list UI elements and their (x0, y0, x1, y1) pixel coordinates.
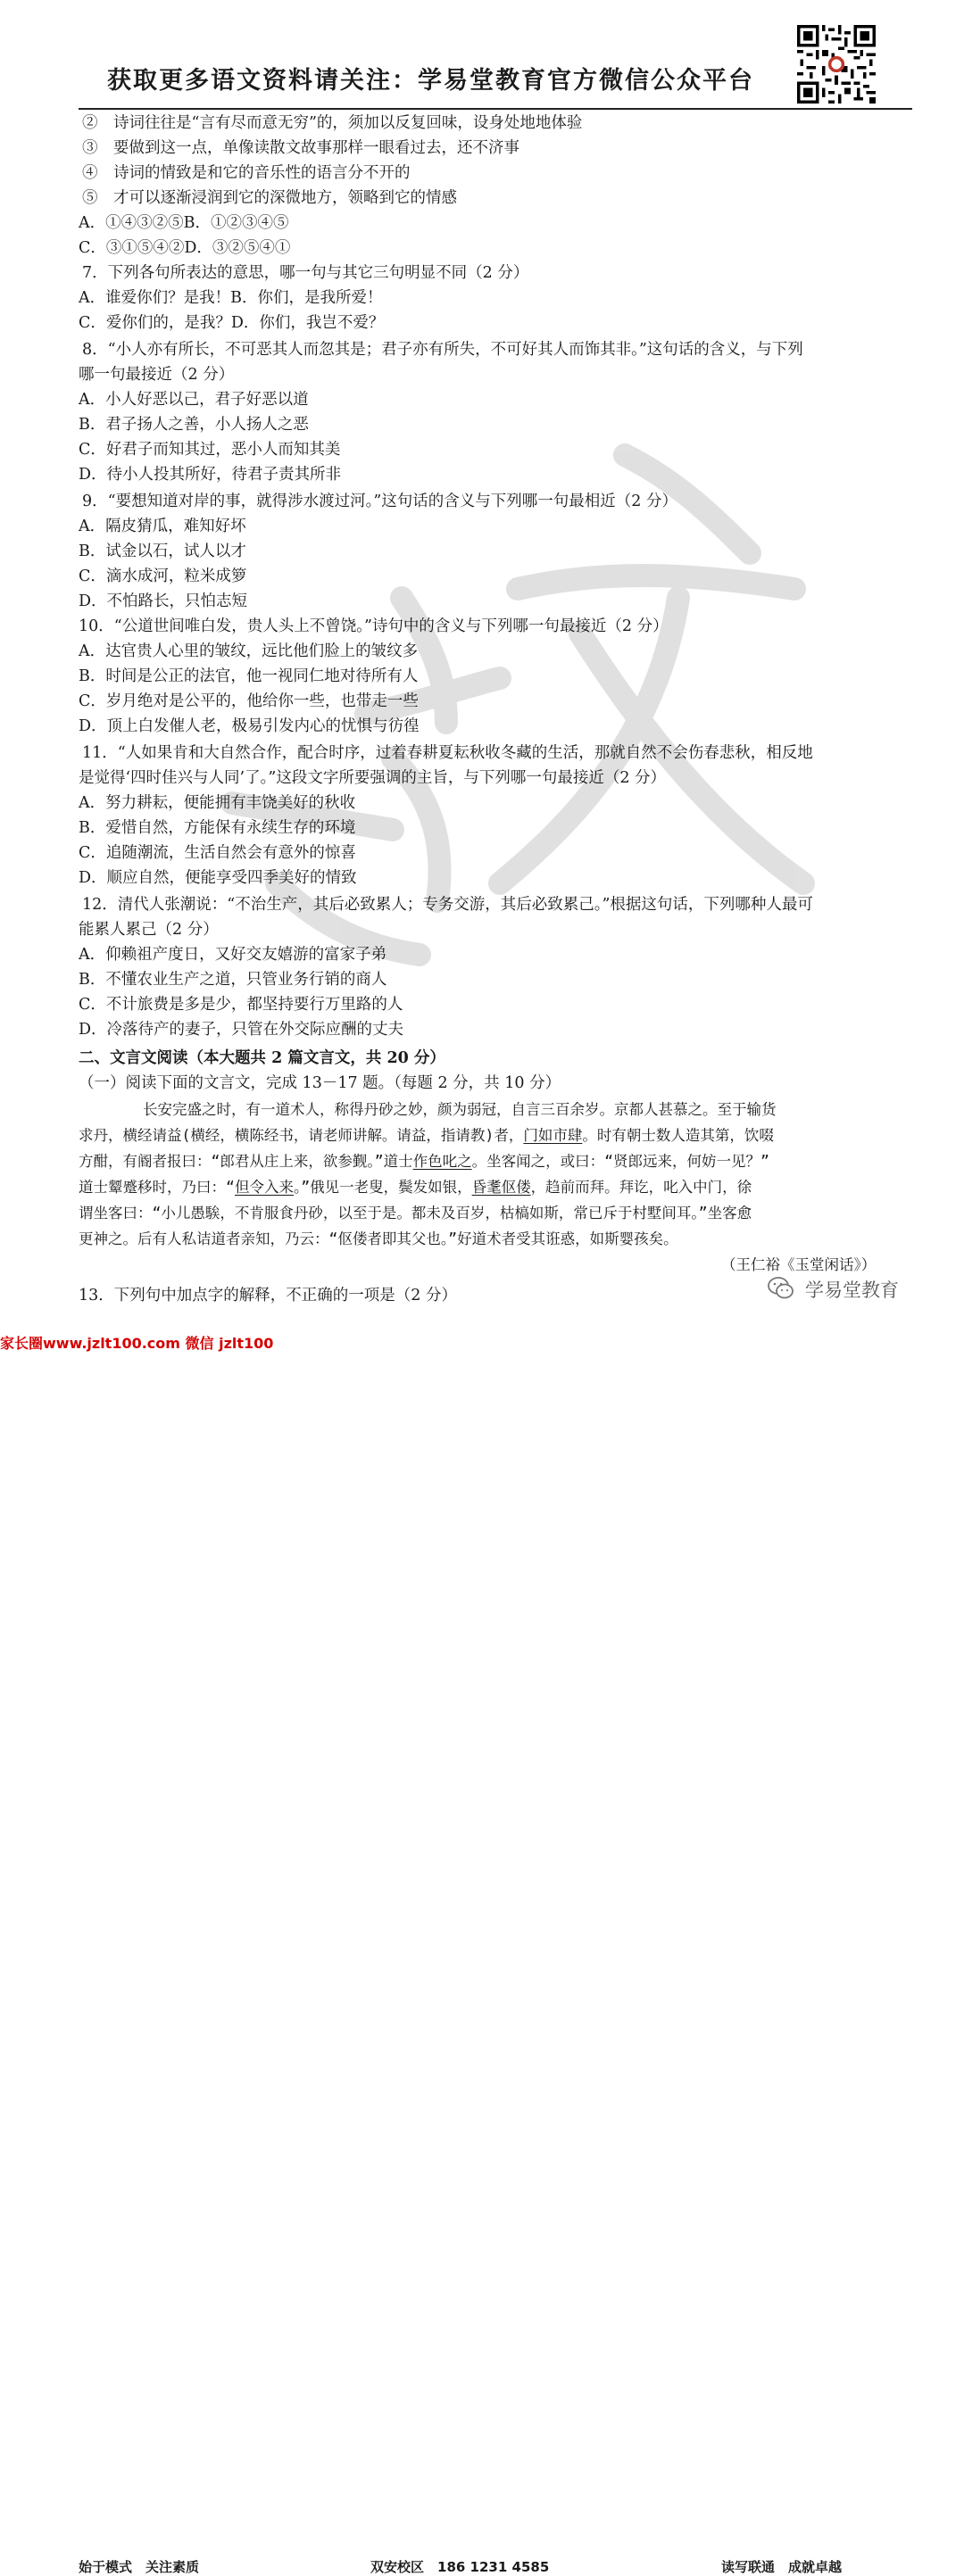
website-link[interactable]: 家长圈www.jzlt100.com 微信 jzlt100 (0, 1335, 274, 1352)
page-header (0, 0, 964, 111)
passage-line: 方酣，有阍者报曰：“郎君从庄上来，欲参觐。”道士作色叱之。坐客闻之，或曰：“贤郎远来，何妨一见？” (79, 1153, 769, 1170)
section-heading: 二、文言文阅读（本大题共 2 篇文言文，共 20 分） (79, 1049, 445, 1067)
header-title: 获取更多语文资料请关注：学易堂教育官方微信公众平台 (107, 67, 754, 95)
qr-code-icon (797, 25, 876, 104)
answer-choice: C．滴水成河，粒米成箩 (79, 567, 247, 585)
answer-choice: B．试金以石，试人以才 (79, 543, 246, 560)
question-8-cont: 哪一句最接近（2 分） (79, 366, 235, 384)
wechat-brand (768, 1274, 937, 1303)
passage-line: 求丹，横经请益(横经，横陈经书，请老师讲解。请益，指请教)者，门如市肆。时有朝士数人造其第，饮啜 (79, 1127, 774, 1144)
answer-choice: C．不计旅费是多是少，都坚持要行万里路的人 (79, 996, 403, 1014)
option-line: ⑤ 才可以逐渐浸润到它的深微地方，领略到它的情感 (82, 189, 457, 207)
question-13: 13．下列句中加点字的解释，不正确的一项是（2 分） (79, 1287, 457, 1305)
header-divider (79, 108, 912, 110)
passage-line: 更神之。后有人私诘道者亲知，乃云：“伛偻者即其父也。”好道术者受其诳惑，如斯婴孩矣。 (79, 1230, 678, 1247)
wechat-icon (768, 1276, 794, 1301)
answer-choice: A．仰赖祖产度日，又好交友嬉游的富家子弟 (79, 946, 387, 964)
question-12-cont: 能累人累己（2 分） (79, 921, 219, 939)
option-line: ③ 要做到这一点，单像读散文故事那样一眼看过去，还不济事 (82, 139, 519, 157)
answer-choice: D．待小人投其所好，待君子责其所非 (79, 466, 342, 484)
question-11: 11．“人如果肯和大自然合作，配合时序，过着春耕夏耘秋收冬藏的生活，那就自然不会伤春悲秋，相反地 (82, 744, 813, 762)
answer-choice: D．不怕路长，只怕志短 (79, 592, 248, 610)
option-line: ② 诗词往往是“言有尽而意无穷”的，须加以反复回味，设身处地地体验 (82, 114, 583, 132)
answer-choice: D．顺应自然，便能享受四季美好的情致 (79, 869, 357, 887)
answer-choice: A．隔皮猜瓜，难知好坏 (79, 518, 246, 535)
answer-choice: A．努力耕耘，便能拥有丰饶美好的秋收 (79, 794, 356, 812)
question-11-cont: 是觉得‘四时佳兴与人同’了。”这段文字所要强调的主旨，与下列哪一句最接近（2 分） (79, 769, 667, 787)
answer-choice: A．达官贵人心里的皱纹，远比他们脸上的皱纹多 (79, 642, 419, 660)
answer-choice: B．时间是公正的法官，他一视同仁地对待所有人 (79, 667, 419, 685)
question-12: 12．清代人张潮说：“不治生产，其后必致累人；专务交游，其后必致累己。”根据这句话，下列哪种人最可 (82, 896, 813, 914)
answer-choice: B．爱惜自然，方能保有永续生存的环境 (79, 819, 356, 837)
underlined-phrase: 昏耄伛偻 (471, 1179, 531, 1196)
answer-choice: C．好君子而知其过，恶小人而知其美 (79, 441, 341, 459)
footer-contact: 双安校区 186 1231 4585 (370, 2559, 550, 2575)
answer-choice: A．①④③②⑤B．①②③④⑤ (79, 214, 289, 232)
answer-choice: C．爱你们的，是我？D．你们，我岂不爱？ (79, 314, 385, 332)
question-7: 7．下列各句所表达的意思，哪一句与其它三句明显不同（2 分） (82, 264, 529, 282)
answer-choice: C．追随潮流，生活自然会有意外的惊喜 (79, 844, 356, 862)
answer-choice: B．不懂农业生产之道，只管业务行销的商人 (79, 971, 387, 989)
answer-choice: C．③①⑤④②D．③②⑤④① (79, 239, 291, 257)
underlined-phrase: 门如市肆 (523, 1127, 583, 1144)
passage-source: （王仁裕《玉堂闲话》） (721, 1256, 877, 1273)
passage-line: 道士颦蹙移时，乃曰：“但令入来。”俄见一老叟，鬓发如银，昏耄伛偻，趋前而拜。拜讫，叱入中门，徐 (79, 1179, 752, 1196)
answer-choice: C．岁月绝对是公平的，他给你一些，也带走一些 (79, 692, 419, 710)
question-10: 10．“公道世间唯白发，贵人头上不曾饶。”诗句中的含义与下列哪一句最接近（2 分） (79, 617, 669, 635)
footer-slogan: 始于模式 关注素质 (79, 2559, 200, 2575)
footer-motto: 读写联通 成就卓越 (721, 2559, 843, 2575)
answer-choice: A．小人好恶以己，君子好恶以道 (79, 391, 309, 409)
answer-choice: D．冷落待产的妻子，只管在外交际应酬的丈夫 (79, 1021, 404, 1039)
question-8: 8．“小人亦有所长，不可恶其人而忽其是；君子亦有所失，不可好其人而饰其非。”这句话的含义，与下列 (82, 341, 803, 359)
answer-choice: D．顶上白发催人老，极易引发内心的忧惧与彷徨 (79, 717, 420, 735)
question-9: 9．“要想知道对岸的事，就得涉水渡过河。”这句话的含义与下列哪一句最相近（2 分） (82, 493, 677, 510)
answer-choice: A．谁爱你们？是我！B．你们，是我所爱！ (79, 289, 383, 307)
underlined-phrase: 但令入来 (234, 1179, 294, 1196)
underlined-phrase: 作色叱之 (412, 1153, 472, 1170)
option-line: ④ 诗词的情致是和它的音乐性的语言分不开的 (82, 164, 411, 182)
section-instruction: （一）阅读下面的文言文，完成 13－17 题。（每题 2 分，共 10 分） (79, 1074, 561, 1092)
passage-line: 长安完盛之时，有一道术人，称得丹砂之妙，颜为弱冠，自言三百余岁。京都人甚慕之。至于输货 (143, 1101, 777, 1118)
answer-choice: B．君子扬人之善，小人扬人之恶 (79, 416, 309, 434)
passage-line: 谓坐客曰：“小儿愚騃，不肯服食丹砂，以至于是。都未及百岁，枯槁如斯，常已斥于村墅间耳。”坐客愈 (79, 1205, 752, 1222)
brand-name: 学易堂教育 (805, 1280, 899, 1301)
